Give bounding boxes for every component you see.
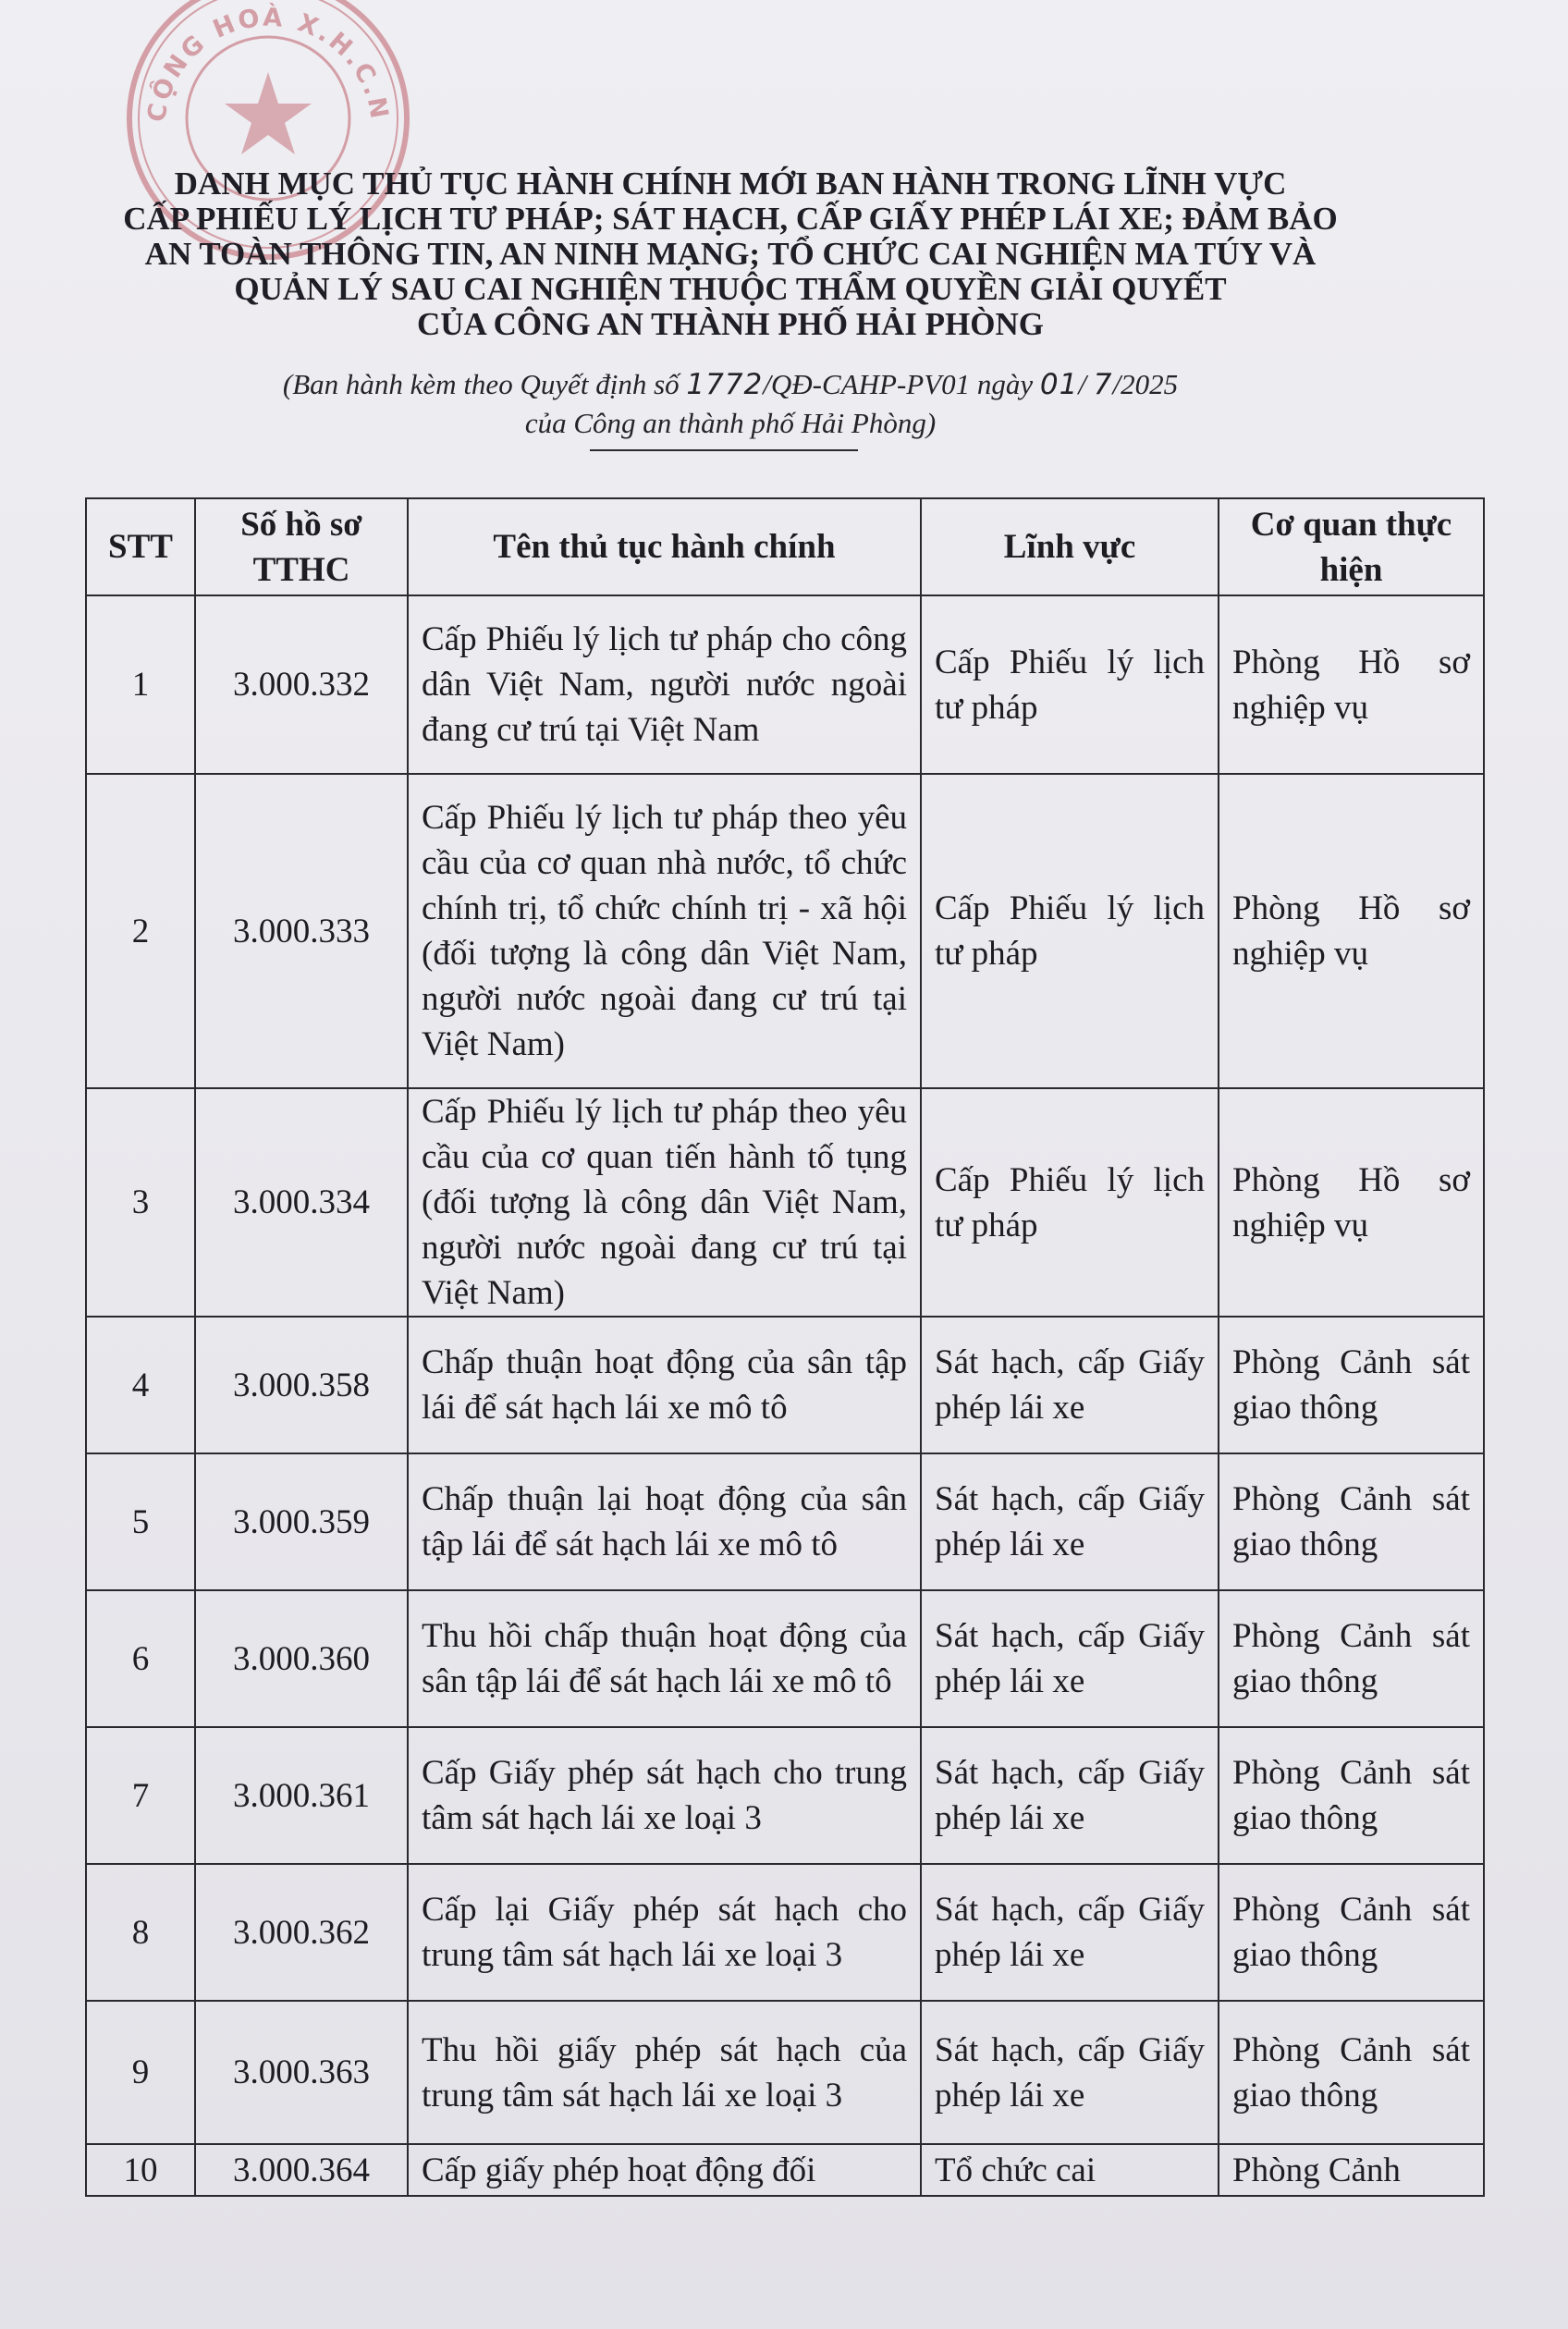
decision-day: 01 [1039,368,1079,401]
cell-field: Sát hạch, cấp Giấy phép lái xe [921,1453,1219,1590]
cell-name: Cấp Giấy phép sát hạch cho trung tâm sát hạch lái xe loại 3 [408,1727,921,1864]
cell-code: 3.000.332 [195,595,408,774]
subtitle-year: /2025 [1112,368,1179,400]
decision-month: 7 [1093,368,1113,401]
cell-agency: Phòng Hồ sơ nghiệp vụ [1219,774,1484,1088]
table-row [86,1590,1484,1727]
title-line: QUẢN LÝ SAU CAI NGHIỆN THUỘC THẨM QUYỀN GIẢI QUYẾT [234,271,1227,307]
cell-code: 3.000.360 [195,1590,408,1727]
table-row [86,774,1484,1088]
table-row [86,595,1484,774]
cell-stt: 4 [86,1317,195,1453]
cell-name: Chấp thuận lại hoạt động của sân tập lái để sát hạch lái xe mô tô [408,1453,921,1590]
cell-stt: 5 [86,1453,195,1590]
cell-name: Cấp giấy phép hoạt động đối [408,2144,921,2196]
cell-field: Tổ chức cai [921,2144,1219,2196]
cell-stt: 9 [86,2001,195,2144]
cell-stt: 6 [86,1590,195,1727]
column-header-agency: Cơ quan thực hiện [1219,498,1484,595]
cell-field: Cấp Phiếu lý lịch tư pháp [921,595,1219,774]
decision-number: 1772 [686,368,764,401]
cell-agency: Phòng Cảnh sát giao thông [1219,1317,1484,1453]
cell-field: Sát hạch, cấp Giấy phép lái xe [921,1864,1219,2001]
subtitle-sep: / [1078,368,1094,400]
cell-field: Sát hạch, cấp Giấy phép lái xe [921,1727,1219,1864]
cell-agency: Phòng Hồ sơ nghiệp vụ [1219,1088,1484,1317]
cell-code: 3.000.363 [195,2001,408,2144]
cell-stt: 2 [86,774,195,1088]
table-row [86,1453,1484,1590]
subtitle-line-2: của Công an thành phố Hải Phòng) [524,407,937,439]
cell-agency: Phòng Cảnh [1219,2144,1484,2196]
cell-agency: Phòng Cảnh sát giao thông [1219,1590,1484,1727]
cell-code: 3.000.334 [195,1088,408,1317]
table-header-row [86,498,1484,595]
table-row [86,1864,1484,2001]
document-title [74,166,1387,342]
cell-name: Cấp Phiếu lý lịch tư pháp theo yêu cầu của cơ quan tiến hành tố tụng (đối tượng là công dân Việt Nam, người nước ngoài đang cư trú tại Việt Nam) [408,1088,921,1317]
cell-code: 3.000.359 [195,1453,408,1590]
title-line: DANH MỤC THỦ TỤC HÀNH CHÍNH MỚI BAN HÀNH TRONG LĨNH VỰC [174,165,1287,202]
cell-agency: Phòng Cảnh sát giao thông [1219,1864,1484,2001]
table-row [86,2144,1484,2196]
cell-field: Sát hạch, cấp Giấy phép lái xe [921,2001,1219,2144]
table-row [86,1088,1484,1317]
table-row [86,1317,1484,1453]
subtitle-underline [590,449,858,451]
cell-agency: Phòng Cảnh sát giao thông [1219,1453,1484,1590]
cell-stt: 8 [86,1864,195,2001]
cell-field: Sát hạch, cấp Giấy phép lái xe [921,1317,1219,1453]
column-header-stt: STT [86,498,195,595]
cell-field: Cấp Phiếu lý lịch tư pháp [921,1088,1219,1317]
cell-agency: Phòng Hồ sơ nghiệp vụ [1219,595,1484,774]
document-subtitle [74,365,1387,443]
cell-name: Cấp lại Giấy phép sát hạch cho trung tâm sát hạch lái xe loại 3 [408,1864,921,2001]
title-line: CỦA CÔNG AN THÀNH PHỐ HẢI PHÒNG [416,306,1044,342]
cell-agency: Phòng Cảnh sát giao thông [1219,2001,1484,2144]
cell-agency: Phòng Cảnh sát giao thông [1219,1727,1484,1864]
cell-name: Thu hồi chấp thuận hoạt động của sân tập lái để sát hạch lái xe mô tô [408,1590,921,1727]
subtitle-line-1 [74,365,1387,404]
svg-text:CỘNG HOÀ X.H.C.N VIỆT NAM: CỘNG HOÀ X.H.C.N [141,3,395,125]
cell-stt: 1 [86,595,195,774]
cell-field: Cấp Phiếu lý lịch tư pháp [921,774,1219,1088]
subtitle-mid: /QĐ-CAHP-PV01 ngày [763,368,1040,400]
cell-code: 3.000.362 [195,1864,408,2001]
cell-code: 3.000.364 [195,2144,408,2196]
cell-code: 3.000.358 [195,1317,408,1453]
cell-name: Cấp Phiếu lý lịch tư pháp theo yêu cầu của cơ quan nhà nước, tổ chức chính trị, tổ chức chính trị - xã hội (đối tượng là công dân Việt Nam, người nước ngoài đang cư trú tại Việt Nam) [408,774,921,1088]
cell-name: Cấp Phiếu lý lịch tư pháp cho công dân Việt Nam, người nước ngoài đang cư trú tại Việt Nam [408,595,921,774]
title-line: AN TOÀN THÔNG TIN, AN NINH MẠNG; TỔ CHỨC CAI NGHIỆN MA TÚY VÀ [144,236,1317,272]
table-row [86,1727,1484,1864]
column-header-code: Số hồ sơ TTHC [195,498,408,595]
column-header-field: Lĩnh vực [921,498,1219,595]
column-header-name: Tên thủ tục hành chính [408,498,921,595]
cell-stt: 10 [86,2144,195,2196]
cell-stt: 3 [86,1088,195,1317]
cell-field: Sát hạch, cấp Giấy phép lái xe [921,1590,1219,1727]
subtitle-prefix: (Ban hành kèm theo Quyết định số [282,368,687,400]
procedures-table [85,497,1485,2197]
cell-stt: 7 [86,1727,195,1864]
cell-name: Chấp thuận hoạt động của sân tập lái để sát hạch lái xe mô tô [408,1317,921,1453]
title-line: CẤP PHIẾU LÝ LỊCH TƯ PHÁP; SÁT HẠCH, CẤP GIẤY PHÉP LÁI XE; ĐẢM BẢO [123,201,1338,237]
cell-code: 3.000.361 [195,1727,408,1864]
cell-name: Thu hồi giấy phép sát hạch của trung tâm sát hạch lái xe loại 3 [408,2001,921,2144]
table-row [86,2001,1484,2144]
cell-code: 3.000.333 [195,774,408,1088]
